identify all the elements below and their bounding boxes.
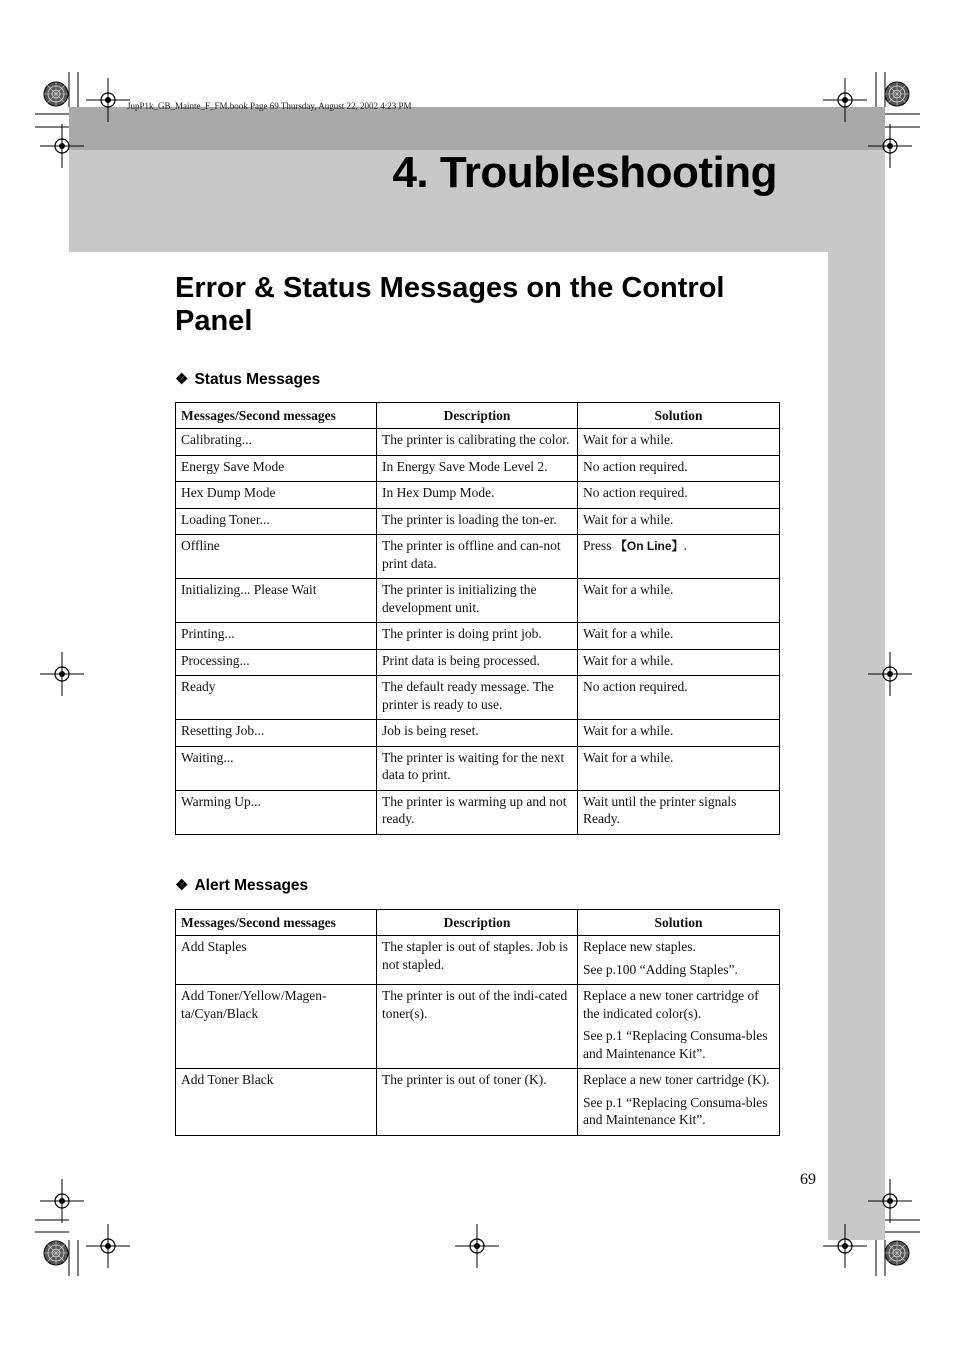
solution-cell: No action required.: [578, 676, 780, 720]
solution-cell: Replace a new toner cartridge (K). See p.1 “Replacing Consuma-bles and Maintenance Kit”.: [578, 1069, 780, 1136]
solution-cell: Replace a new toner cartridge of the indicated color(s). See p.1 “Replacing Consuma-bles and Maintenance Kit”.: [578, 985, 780, 1069]
message-cell: Waiting...: [176, 746, 377, 790]
solution-cell: Press 【On Line】.: [578, 535, 780, 579]
color-rosette-icon: [885, 82, 909, 106]
section-title: Error & Status Messages on the Control Panel: [175, 272, 725, 337]
column-header: Solution: [578, 910, 780, 936]
solution-cell: Wait for a while.: [578, 508, 780, 535]
crosshair-icon: [40, 1179, 84, 1223]
crosshair-icon: [40, 652, 84, 696]
description-cell: The printer is initializing the development unit.: [377, 579, 578, 623]
message-cell: Printing...: [176, 623, 377, 650]
solution-cell: No action required.: [578, 455, 780, 482]
description-cell: The printer is waiting for the next data to print.: [377, 746, 578, 790]
crosshair-icon: [868, 652, 912, 696]
page-number: 69: [800, 1171, 816, 1188]
crosshair-icon: [823, 78, 867, 122]
message-cell: Resetting Job...: [176, 720, 377, 747]
print-slug-line: JupP1k_GB_Mainte_F_FM.book Page 69 Thursday, August 22, 2002 4:23 PM: [127, 101, 412, 111]
description-cell: The printer is doing print job.: [377, 623, 578, 650]
message-cell: Initializing... Please Wait: [176, 579, 377, 623]
description-cell: The default ready message. The printer is ready to use.: [377, 676, 578, 720]
description-cell: The printer is offline and can-not print data.: [377, 535, 578, 579]
status-messages-heading: ❖ Status Messages: [175, 371, 321, 388]
solution-cell: Wait for a while.: [578, 720, 780, 747]
message-cell: Processing...: [176, 649, 377, 676]
description-cell: The printer is loading the ton-er.: [377, 508, 578, 535]
message-cell: Energy Save Mode: [176, 455, 377, 482]
description-cell: Job is being reset.: [377, 720, 578, 747]
message-cell: Warming Up...: [176, 790, 377, 834]
column-header: Messages/Second messages: [176, 403, 377, 429]
column-header: Solution: [578, 403, 780, 429]
solution-cell: Wait for a while.: [578, 429, 780, 456]
description-cell: The printer is calibrating the color.: [377, 429, 578, 456]
crosshair-icon: [86, 78, 130, 122]
solution-cell: Wait until the printer signals Ready.: [578, 790, 780, 834]
message-cell: Loading Toner...: [176, 508, 377, 535]
alert-messages-heading: ❖ Alert Messages: [175, 877, 309, 894]
crosshair-icon: [868, 1179, 912, 1223]
solution-cell: Wait for a while.: [578, 579, 780, 623]
solution-cell: Wait for a while.: [578, 649, 780, 676]
message-cell: Add Staples: [176, 936, 377, 985]
color-rosette-icon: [44, 1241, 68, 1265]
solution-cell: Wait for a while.: [578, 623, 780, 650]
color-rosette-icon: [885, 1241, 909, 1265]
chapter-title: 4. Troubleshooting: [392, 148, 777, 197]
crosshair-icon: [40, 124, 84, 168]
message-cell: Ready: [176, 676, 377, 720]
description-cell: Print data is being processed.: [377, 649, 578, 676]
description-cell: The printer is out of toner (K).: [377, 1069, 578, 1136]
crosshair-icon: [455, 1224, 499, 1268]
description-cell: In Hex Dump Mode.: [377, 482, 578, 509]
description-cell: The printer is out of the indi-cated toner(s).: [377, 985, 578, 1069]
crosshair-icon: [86, 1224, 130, 1268]
diamond-bullet-icon: ❖: [175, 371, 189, 388]
message-cell: Hex Dump Mode: [176, 482, 377, 509]
column-header: Description: [377, 910, 578, 936]
solution-cell: Wait for a while.: [578, 746, 780, 790]
column-header: Messages/Second messages: [176, 910, 377, 936]
message-cell: Add Toner Black: [176, 1069, 377, 1136]
color-rosette-icon: [44, 82, 68, 106]
column-header: Description: [377, 403, 578, 429]
solution-cell: Replace new staples. See p.100 “Adding Staples”.: [578, 936, 780, 985]
description-cell: In Energy Save Mode Level 2.: [377, 455, 578, 482]
diamond-bullet-icon: ❖: [175, 877, 189, 894]
online-key-label: 【On Line】: [614, 539, 684, 553]
crosshair-icon: [823, 1224, 867, 1268]
solution-cell: No action required.: [578, 482, 780, 509]
crosshair-icon: [868, 124, 912, 168]
message-cell: Offline: [176, 535, 377, 579]
message-cell: Add Toner/Yellow/Magen-ta/Cyan/Black: [176, 985, 377, 1069]
description-cell: The stapler is out of staples. Job is not stapled.: [377, 936, 578, 985]
message-cell: Calibrating...: [176, 429, 377, 456]
description-cell: The printer is warming up and not ready.: [377, 790, 578, 834]
